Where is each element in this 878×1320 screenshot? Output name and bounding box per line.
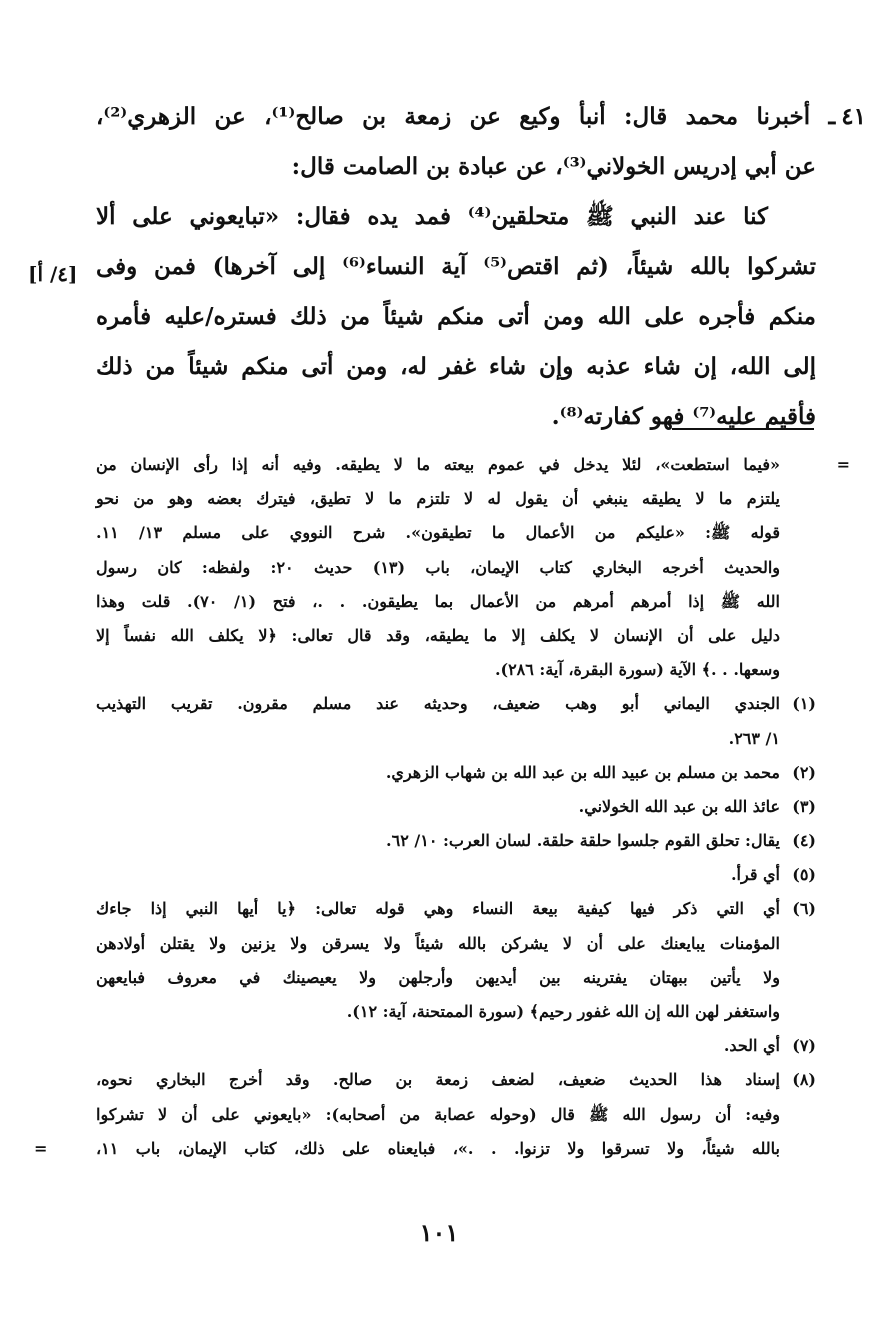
footnote-3: (٣)عائذ الله بن عبد الله الخولاني. bbox=[96, 790, 816, 824]
footnote-1: (١)الجندي اليماني أبو وهب ضعيف، وحديثه عند مسلم مقرون. تقريب التهذيب bbox=[96, 687, 816, 721]
footnote-line: يلتزم ما لا يطيقه ينبغي أن يقول له لا تلتزم ما لا تطيق، فيترك بعضه وهو من نحو bbox=[96, 489, 781, 509]
hadith-line: ٤١ـ أخبرنا محمد قال: أنبأ وكيع عن زمعة بن صالح⁽¹⁾، عن الزهري⁽²⁾، bbox=[96, 103, 866, 130]
hadith-line: فأقيم عليه⁽⁷⁾ فهو كفارته⁽⁸⁾. bbox=[551, 403, 816, 430]
footnote-6: (٦)أي التي ذكر فيها كيفية بيعة النساء وهي قوله تعالى: ﴿يا أيها النبي إذا جاءك bbox=[96, 892, 816, 926]
footnote-number: (٧) bbox=[792, 1036, 816, 1056]
hadith-line: منكم فأجره على الله ومن أتى منكم شيئاً من ذلك فستره/عليه فأمره bbox=[96, 303, 816, 330]
hadith-line: تشركوا بالله شيئاً، (ثم اقتص⁽⁵⁾ آية النساء⁽⁶⁾ إلى آخرها) فمن وفى bbox=[96, 253, 816, 280]
footnote-2: (٢)محمد بن مسلم بن عبيد الله بن عبد الله بن شهاب الزهري. bbox=[96, 756, 816, 790]
footnote-line: واستغفر لهن الله إن الله غفور رحيم﴾ (سورة الممتحنة، آية: ١٢). bbox=[346, 1002, 780, 1021]
footnote-number: (٨) bbox=[792, 1070, 816, 1090]
footnote-4: (٤)يقال: تحلق القوم جلسوا حلقة حلقة. لسان العرب: ١٠/ ٦٢. bbox=[96, 824, 816, 858]
hadith-text bbox=[96, 92, 866, 442]
footnote-line: وفيه: أن رسول الله ﷺ قال (وحوله عصابة من أصحابه): «بايعوني على أن لا تشركوا bbox=[96, 1104, 780, 1124]
folio-margin-note: [٤/ أ] bbox=[28, 262, 78, 286]
footnote-line: دليل على أن الإنسان لا يكلف إلا ما يطيقه، وقد قال تعالى: ﴿لا يكلف الله نفساً إلا bbox=[96, 625, 780, 645]
footnote-number: (٦) bbox=[792, 899, 816, 919]
footnote-line: الله ﷺ إذا أمرهم أمرهم من الأعمال بما يطيقون. . .، فتح (١/ ٧٠). قلت وهذا bbox=[96, 591, 780, 611]
hadith-number: ٤١ bbox=[841, 103, 866, 130]
footnote-number: (٥) bbox=[792, 865, 816, 885]
footnote-separator bbox=[672, 428, 814, 430]
footnote-line: بالله شيئاً، ولا تسرقوا ولا تزنوا. . .»، فبايعناه على ذلك، كتاب الإيمان، باب ١١، = bbox=[96, 1132, 816, 1166]
footnote-line: ولا يأتين ببهتان يفترينه بين أيديهن وأرجلهن ولا يعيصينك في معروف فبايعهن bbox=[96, 967, 780, 987]
hadith-line: كنا عند النبي ﷺ متحلقين⁽⁴⁾ فمد يده فقال: «تبايعوني على ألا bbox=[96, 203, 768, 230]
footnotes bbox=[34, 448, 850, 1166]
footnote-number: (٢) bbox=[792, 762, 816, 782]
footnote-line: المؤمنات يبايعنك على أن لا يشركن بالله شيئاً ولا يسرقن ولا يزنين ولا يقتلن أولادهن bbox=[96, 933, 780, 953]
page-number: ١٠١ bbox=[419, 1218, 459, 1247]
footnote-8: (٨)إسناد هذا الحديث ضعيف، لضعف زمعة بن صالح. وقد أخرج البخاري نحوه، bbox=[96, 1063, 816, 1097]
continuation-mark: = bbox=[836, 455, 850, 474]
hadith-line: إلى الله، إن شاء عذبه وإن شاء غفر له، ومن أتى منكم شيئاً من ذلك bbox=[96, 353, 816, 380]
footnote-line: ١/ ٢٦٣. bbox=[728, 728, 780, 748]
footnote-number: (٣) bbox=[792, 796, 816, 816]
footnote-line: والحديث أخرجه البخاري كتاب الإيمان، باب (١٣) حديث ٢٠: ولفظه: كان رسول bbox=[96, 557, 781, 577]
footnote-line: وسعها. . .﴾ الآية (سورة البقرة، آية: ٢٨٦). bbox=[494, 660, 780, 680]
hadith-line: عن أبي إدريس الخولاني⁽³⁾، عن عبادة بن الصامت قال: bbox=[291, 153, 816, 180]
footnote-line: = «فيما استطعت»، لئلا يدخل في عموم بيعته ما لا يطيقه. وفيه أنه إذا رأى الإنسان من bbox=[96, 448, 816, 482]
footnote-line: قوله ﷺ: «عليكم من الأعمال ما تطيقون». شرح النووي على مسلم ١٣/ ١١. bbox=[96, 523, 780, 543]
footnote-7: (٧)أي الحد. bbox=[96, 1029, 816, 1063]
footnote-number: (٤) bbox=[792, 831, 816, 851]
continuation-mark: = bbox=[34, 1138, 48, 1158]
footnote-number: (١) bbox=[792, 694, 816, 714]
footnote-5: (٥)أي قرأ. bbox=[96, 858, 816, 892]
